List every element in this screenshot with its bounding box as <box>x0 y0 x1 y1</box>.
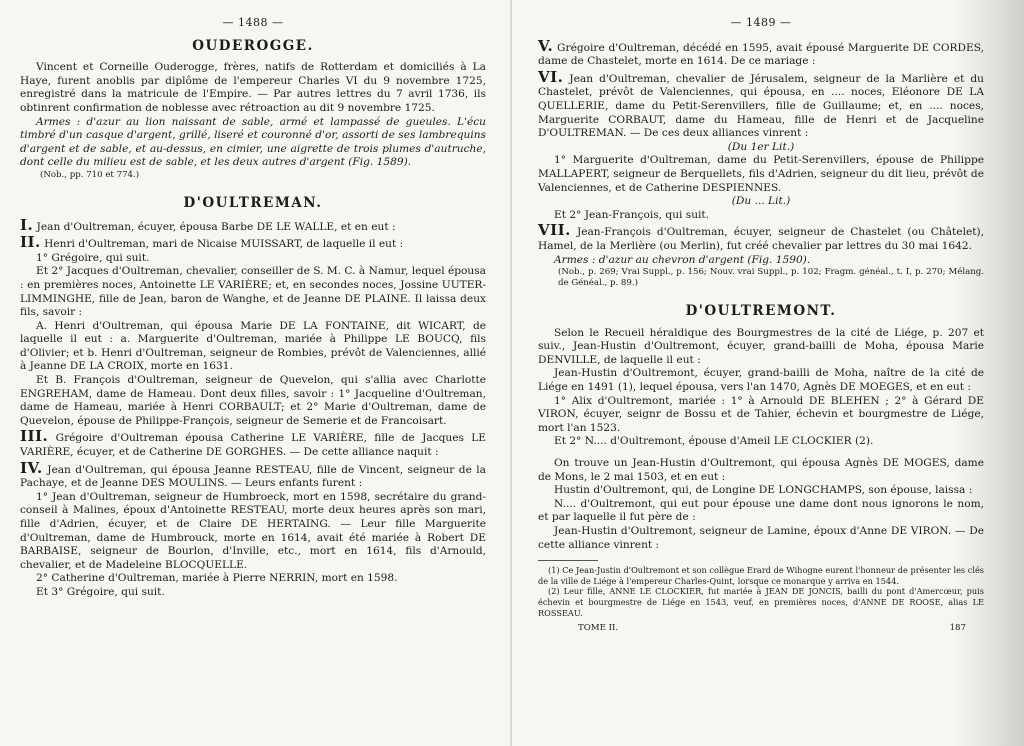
generation-numeral: III. <box>20 427 49 446</box>
paragraph: Vincent et Corneille Ouderogge, frères, natifs de Rotterdam et domiciliés à La Haye, furent anoblis par diplôme de l'empereur Charles VI du 9 novembre 1725, enregistré dans la matricule de l'Empire. — Par autres lettres du 7 avril 1736, ils obtinrent confirmation de noblesse avec rétroaction au dit 9 novembre 1725. <box>20 61 486 114</box>
paragraph: N.... d'Oultremont, qui eut pour épouse une dame dont nous ignorons le nom, et par laquelle il fut père de : <box>538 497 984 524</box>
page-footer <box>538 622 984 636</box>
generation-entry <box>20 458 487 491</box>
paragraph: Et B. François d'Oultreman, seigneur de Quevelon, qui s'allia avec Charlotte ENGREHAM, dame de Hameau. Dont deux filles, savoir : 1° Jacqueline d'Oultreman, dame de Hameau, mariée à Henri CORBAULT; et 2° Marie d'Oultreman, dame de Quevelon, épouse de Philippe-François, seigneur de Semerie et de Francoisart. <box>20 374 486 427</box>
marriage-label: (Du ... Lit.) <box>731 195 791 208</box>
generation-text: Grégoire d'Oultreman, décédé en 1595, avait épousé Marguerite DE CORDES, dame de Chastelet, morte en 1614. De ce mariage : <box>538 41 984 68</box>
signature-number: 187 <box>949 623 966 634</box>
generation-numeral: V. <box>538 36 554 55</box>
volume-label: TOME II. <box>578 623 619 634</box>
generation-entry <box>538 36 984 69</box>
generation-entry <box>538 221 984 253</box>
paragraph: Hustin d'Oultremont, qui, de Longine DE LONGCHAMPS, son épouse, laissa : <box>554 484 973 497</box>
paragraph: Et 2° Jacques d'Oultreman, chevalier, conseiller de S. M. C. à Namur, lequel épousa : en premières noces, Antoinette LE VARIÈRE; et, en secondes noces, Jossine UUTER-LIMMINGHE, fille de Jean, baron de Wanghe, et de Jeanne DE PLAINE. Il laissa deux fils, savoir : <box>20 265 486 319</box>
paragraph: 1° Jean d'Oultreman, seigneur de Humbroeck, mort en 1598, secrétaire du grand-conseil à Malines, époux d'Antoinette RESTEAU, morte deux heures après son mari, fille d'Adrien, écuyer, et de Claire DE HERTAING. — Leur fille Marguerite d'Oultreman, dame de Humbrouck, morte en 1614, avait été mariée à Robert DE BARBAISE, seigneur de Bourlon, d'Inville, etc., mort en 1614, fils d'Arnould, chevalier, et de Madeleine BLOCQUELLE. <box>20 490 486 571</box>
generation-entry <box>20 215 486 235</box>
reference: (Nob., pp. 710 et 774.) <box>40 169 140 180</box>
paragraph: On trouve un Jean-Hustin d'Oultremont, qui épousa Agnès DE MOGES, dame de Mons, le 2 mai 1503, et en eut : <box>538 457 984 483</box>
paragraph: 1° Grégoire, qui suit. <box>36 251 150 264</box>
arms-paragraph: Armes : d'azur au chevron d'argent (Fig. 1590). <box>554 253 811 266</box>
paragraph: Et 2° Jean-François, qui suit. <box>554 208 710 221</box>
paragraph: A. Henri d'Oultreman, qui épousa Marie DE LA FONTAINE, dit WICART, de laquelle il eut : a. Marguerite d'Oultreman, mariée à Philippe LE BOUCQ, fils d'Olivier; et b. Henri d'Oultreman, seigneur de Rombies, prévôt de Valenciennes, allié à Jeanne DE LA CROIX, morte en 1631. <box>20 319 486 373</box>
generation-entry <box>20 233 486 252</box>
paragraph: Et 2° N.... d'Oultremont, épouse d'Ameil LE CLOCKIER (2). <box>554 435 874 448</box>
section-title-ouderogge: OUDEROGGE. <box>192 37 314 54</box>
paragraph: 1° Alix d'Oultremont, mariée : 1° à Arnould DE BLEHEN ; 2° à Gérard DE VIRON, écuyer, seignr de Bossu et de Tahier, échevin et bourgmestre de Liége, mort l'an 1523. <box>538 394 984 434</box>
page-number: — 1488 — <box>222 16 284 29</box>
generation-text: Jean d'Oultreman, chevalier de Jérusalem, seigneur de la Marlière et du Chastelet, prévôt de Valenciennes, qui épousa, en .... noces, Eléonore DE LA QUELLERIE, dame du Petit-Serenvillers, fille de Guillaume; et, en .... noces, Marguerite CORBAUT, dame du Hameau, fille de Henri et de Jacqueline D'OULTREMAN. — De ces deux alliances vinrent : <box>538 72 984 140</box>
right-page <box>512 0 1024 746</box>
generation-numeral: II. <box>20 233 41 252</box>
generation-text: Jean d'Oultreman, qui épousa Jeanne RESTEAU, fille de Vincent, seigneur de la Pachaye, et de Jeanne DES MOULINS. — Leurs enfants furent : <box>20 463 487 490</box>
generation-text: Jean d'Oultreman, écuyer, épousa Barbe DE LE WALLE, et en eut : <box>36 220 396 233</box>
arms-paragraph: Armes : d'azur au lion naissant de sable, armé et lampassé de gueules. L'écu timbré d'un casque d'argent, grillé, liseré et couronné d'or, assorti de ses lambrequins d'argent et de sable, et au-dessus, en cimier, une aigrette de trois plumes d'autruche, dont celle du milieu est de sable, et les deux autres d'argent (Fig. 1589). <box>20 115 486 169</box>
generation-text: Grégoire d'Oultreman épousa Catherine LE VARIÈRE, fille de Jacques LE VARIÈRE, écuyer, et de Catherine DE GORGHES. — De cette alliance naquit : <box>20 432 486 459</box>
page-number: — 1489 — <box>730 16 792 29</box>
paragraph: Jean-Hustin d'Oultremont, écuyer, grand-bailli de Moha, naître de la cité de Liége en 1491 (1), lequel épousa, vers l'an 1470, Agnès DE MOEGES, et en eut : <box>538 367 984 394</box>
section-title-doultremont: D'OULTREMONT. <box>685 303 837 320</box>
generation-entry <box>538 67 984 141</box>
footnote: (1) Ce Jean-Justin d'Oultremont et son collègue Erard de Wihogne eurent l'honneur de présenter les clés de la ville de Liége à l'empereur Charles-Quint, lorsque ce monarque y arriva en 1544. <box>538 565 984 586</box>
footnote: (2) Leur fille, ANNE LE CLOCKIER, fut mariée à JEAN DE JONCIS, bailli du pont d'Amercœur, puis échevin et bourgmestre de Liége en 1543, veuf, en premières noces, d'ANNE DE ROOSE, alias LE ROSSEAU. <box>538 586 984 618</box>
reference: (Nob., p. 269; Vrai Suppl., p. 156; Nouv. vrai Suppl., p. 102; Fragm. généal., t. I, p. 270; Mélang. de Généal., p. 89.) <box>558 267 984 289</box>
generation-text: Jean-François d'Oultreman, écuyer, seigneur de Chastelet (ou Châtelet), Hamel, de la Merlière (ou Merlin), fut créé chevalier par lettres du 30 mai 1642. <box>538 226 984 252</box>
generation-numeral: I. <box>20 215 34 234</box>
generation-numeral: VI. <box>538 67 564 86</box>
paragraph: 2° Catherine d'Oultreman, mariée à Pierre NERRIN, mort en 1598. <box>36 572 398 585</box>
generation-entry <box>20 427 486 459</box>
footnote-rule <box>538 560 598 561</box>
paragraph: Jean-Hustin d'Oultremont, seigneur de Lamine, époux d'Anne DE VIRON. — De cette alliance vinrent : <box>538 525 984 551</box>
generation-text: Henri d'Oultreman, mari de Nicaise MUISSART, de laquelle il eut : <box>44 238 404 251</box>
paragraph: Selon le Recueil héraldique des Bourgmestres de la cité de Liége, p. 207 et suiv., Jean-Hustin d'Oultremont, écuyer, grand-bailli de Moha, épousa Marie DENVILLE, de laquelle il eut : <box>538 326 984 366</box>
generation-numeral: VII. <box>538 221 571 240</box>
paragraph: 1° Marguerite d'Oultreman, dame du Petit-Serenvillers, épouse de Philippe MALLAPERT, seigneur de Berquellets, fils d'Adrien, seigneur du dit lieu, prévôt de Valenciennes, et de Catherine DESPIENNES. <box>538 154 984 194</box>
marriage-label: (Du 1er Lit.) <box>727 140 795 153</box>
generation-numeral: IV. <box>20 458 43 477</box>
section-title-doultreman: D'OULTREMAN. <box>183 194 323 211</box>
paragraph: Et 3° Grégoire, qui suit. <box>36 585 165 598</box>
